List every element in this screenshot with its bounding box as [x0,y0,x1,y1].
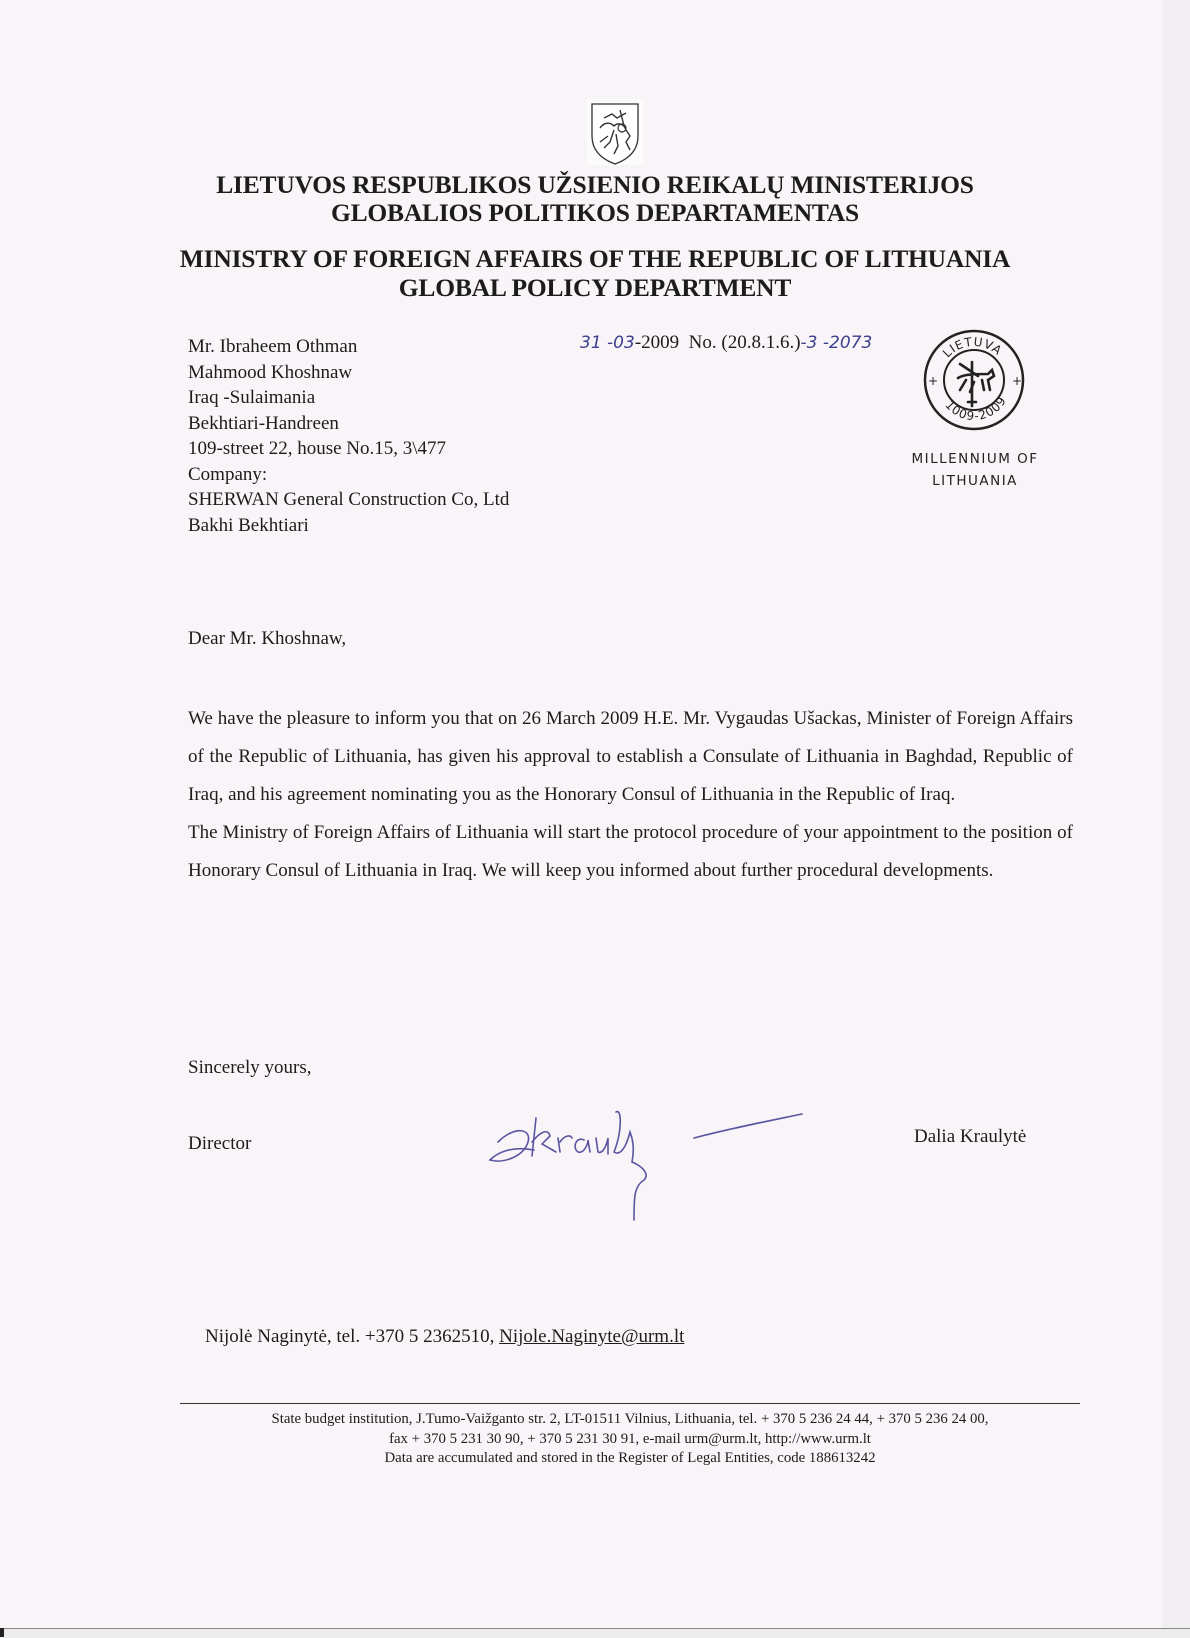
valediction: Sincerely yours, [188,1057,312,1078]
heading-lt-department: GLOBALIOS POLITIKOS DEPARTAMENTAS [330,198,860,227]
millennium-caption [905,448,1045,492]
body-paragraph-1: We have the pleasure to inform you that on 26 March 2009 H.E. Mr. Vygaudas Ušackas, Minister of Foreign Affairs of the Republic of Lithuania, has given his approval to establish a Consulate of Lithuania in Baghdad, Republic of Iraq, and his agreement nominating you as the Honorary Consul of Lithuania in the Republic of Iraq. [188,708,1073,805]
scan-edge-corner [0,1628,4,1637]
footer-divider [180,1403,1080,1404]
handwritten-reference-suffix: -3 -2073 [800,333,873,353]
body-paragraph-2: The Ministry of Foreign Affairs of Lithuania will start the protocol procedure of your appointment to the position of Honorary Consul of Lithuania in Iraq. We will keep you informed about further procedural developments. [188,822,1073,881]
footer [190,1410,1070,1469]
recipient-line: Bakhi Bekhtiari [188,514,309,536]
millennium-caption-line2: LITHUANIA [932,473,1018,489]
footer-fax-line: fax + 370 5 231 30 90, + 370 5 231 30 91, e-mail urm@urm.lt, http://www.urm.lt [389,1430,871,1447]
date-year: -2009 [634,332,680,353]
letter-body [188,700,1073,890]
recipient-line: Mr. Ibraheem Othman [188,336,358,357]
heading-en-department: GLOBAL POLICY DEPARTMENT [398,273,792,302]
millennium-of-lithuania-seal-icon [922,328,1026,432]
contact-email-link[interactable]: Nijole.Naginyte@urm.lt [499,1326,685,1347]
svg-text:LIETUVA: LIETUVA [940,334,1005,361]
svg-text:+: + [1012,374,1023,388]
salutation: Dear Mr. Khoshnaw, [188,628,347,649]
svg-text:+: + [928,374,939,388]
handwritten-signature-icon [484,1102,844,1232]
contact-person: Nijolė Naginytė, tel. +370 5 2362510, [205,1326,500,1347]
heading-lt-ministry: LIETUVOS RESPUBLIKOS UŽSIENIO REIKALŲ MINISTERIJOS [216,170,974,199]
reference-line [580,332,872,354]
svg-text:1009-2009: 1009-2009 [942,393,1010,424]
heading-en-ministry: MINISTRY OF FOREIGN AFFAIRS OF THE REPUBLIC OF LITHUANIA [179,244,1011,273]
recipient-line: SHERWAN General Construction Co, Ltd [188,489,510,510]
millennium-caption-line1: MILLENNIUM OF [911,451,1039,467]
signatory-title: Director [188,1133,252,1154]
recipient-line: Bekhtiari-Handreen [188,412,339,434]
footer-register-line: Data are accumulated and stored in the Register of Legal Entities, code 188613242 [384,1450,876,1466]
recipient-line: Company: [188,463,268,485]
reference-number: No. (20.8.1.6.) [688,332,801,353]
handwritten-date: 31 -03 [580,333,635,353]
contact-line [205,1326,684,1348]
scan-edge-right [1163,0,1190,1637]
recipient-line: Mahmood Khoshnaw [188,361,353,383]
footer-address-line: State budget institution, J.Tumo-Vaižganto str. 2, LT-01511 Vilnius, Lithuania, tel. + 370 5 236 24 44, + 370 5 236 24 00, [271,1411,989,1427]
recipient-address [188,334,509,538]
vytis-coat-of-arms-icon [586,98,644,166]
recipient-line: 109-street 22, house No.15, 3\477 [188,438,447,459]
recipient-line: Iraq -Sulaimania [188,387,316,408]
signatory-name: Dalia Kraulytė [914,1126,1027,1147]
